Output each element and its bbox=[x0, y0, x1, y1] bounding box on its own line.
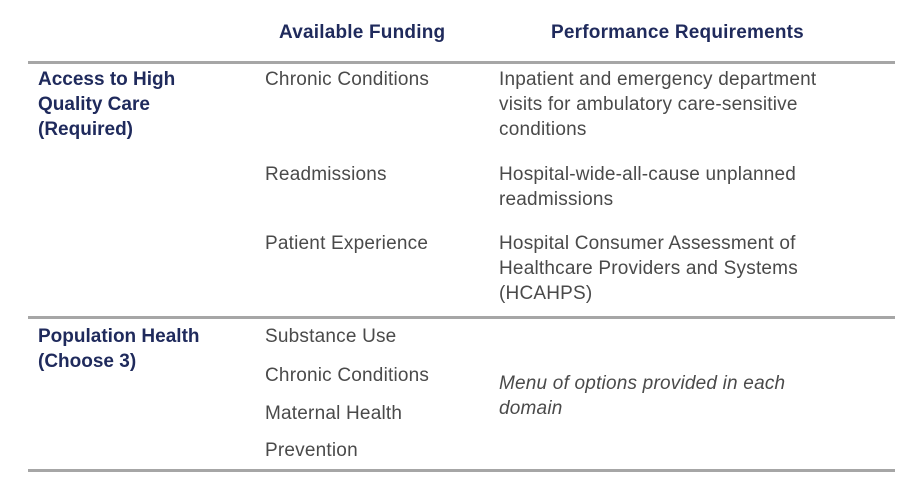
performance-menu-of-options bbox=[499, 371, 889, 421]
performance-line: visits for ambulatory care-sensitive bbox=[499, 94, 798, 115]
section-label-line: (Required) bbox=[38, 119, 133, 140]
performance-line: Hospital-wide-all-cause unplanned bbox=[499, 164, 797, 185]
funding-chronic-conditions-pop: Chronic Conditions bbox=[265, 365, 430, 386]
performance-line: domain bbox=[499, 398, 563, 419]
section-label-access bbox=[38, 67, 175, 142]
performance-line: Inpatient and emergency department bbox=[499, 69, 817, 90]
funding-substance-use: Substance Use bbox=[265, 326, 397, 347]
funding-maternal-health: Maternal Health bbox=[265, 403, 403, 424]
performance-patient-experience bbox=[499, 231, 889, 306]
header-available-funding: Available Funding bbox=[279, 22, 446, 43]
funding-prevention: Prevention bbox=[265, 440, 358, 461]
performance-line: Hospital Consumer Assessment of bbox=[499, 233, 796, 254]
performance-line: (HCAHPS) bbox=[499, 283, 593, 304]
table-divider-bottom bbox=[28, 469, 895, 472]
table-divider-top bbox=[28, 61, 895, 64]
funding-chronic-conditions: Chronic Conditions bbox=[265, 69, 430, 90]
section-label-line: Quality Care bbox=[38, 94, 150, 115]
header-performance-requirements: Performance Requirements bbox=[551, 22, 804, 43]
section-label-line: (Choose 3) bbox=[38, 351, 137, 372]
section-label-line: Access to High bbox=[38, 69, 176, 90]
performance-line: conditions bbox=[499, 119, 587, 140]
section-label-line: Population Health bbox=[38, 326, 200, 347]
funding-patient-experience: Patient Experience bbox=[265, 233, 429, 254]
funding-readmissions: Readmissions bbox=[265, 164, 387, 185]
performance-chronic-conditions bbox=[499, 67, 889, 142]
performance-line: Healthcare Providers and Systems bbox=[499, 258, 798, 279]
section-label-population bbox=[38, 324, 200, 374]
performance-readmissions bbox=[499, 162, 889, 212]
table-divider-middle bbox=[28, 316, 895, 319]
performance-line: Menu of options provided in each bbox=[499, 373, 786, 394]
performance-line: readmissions bbox=[499, 189, 614, 210]
